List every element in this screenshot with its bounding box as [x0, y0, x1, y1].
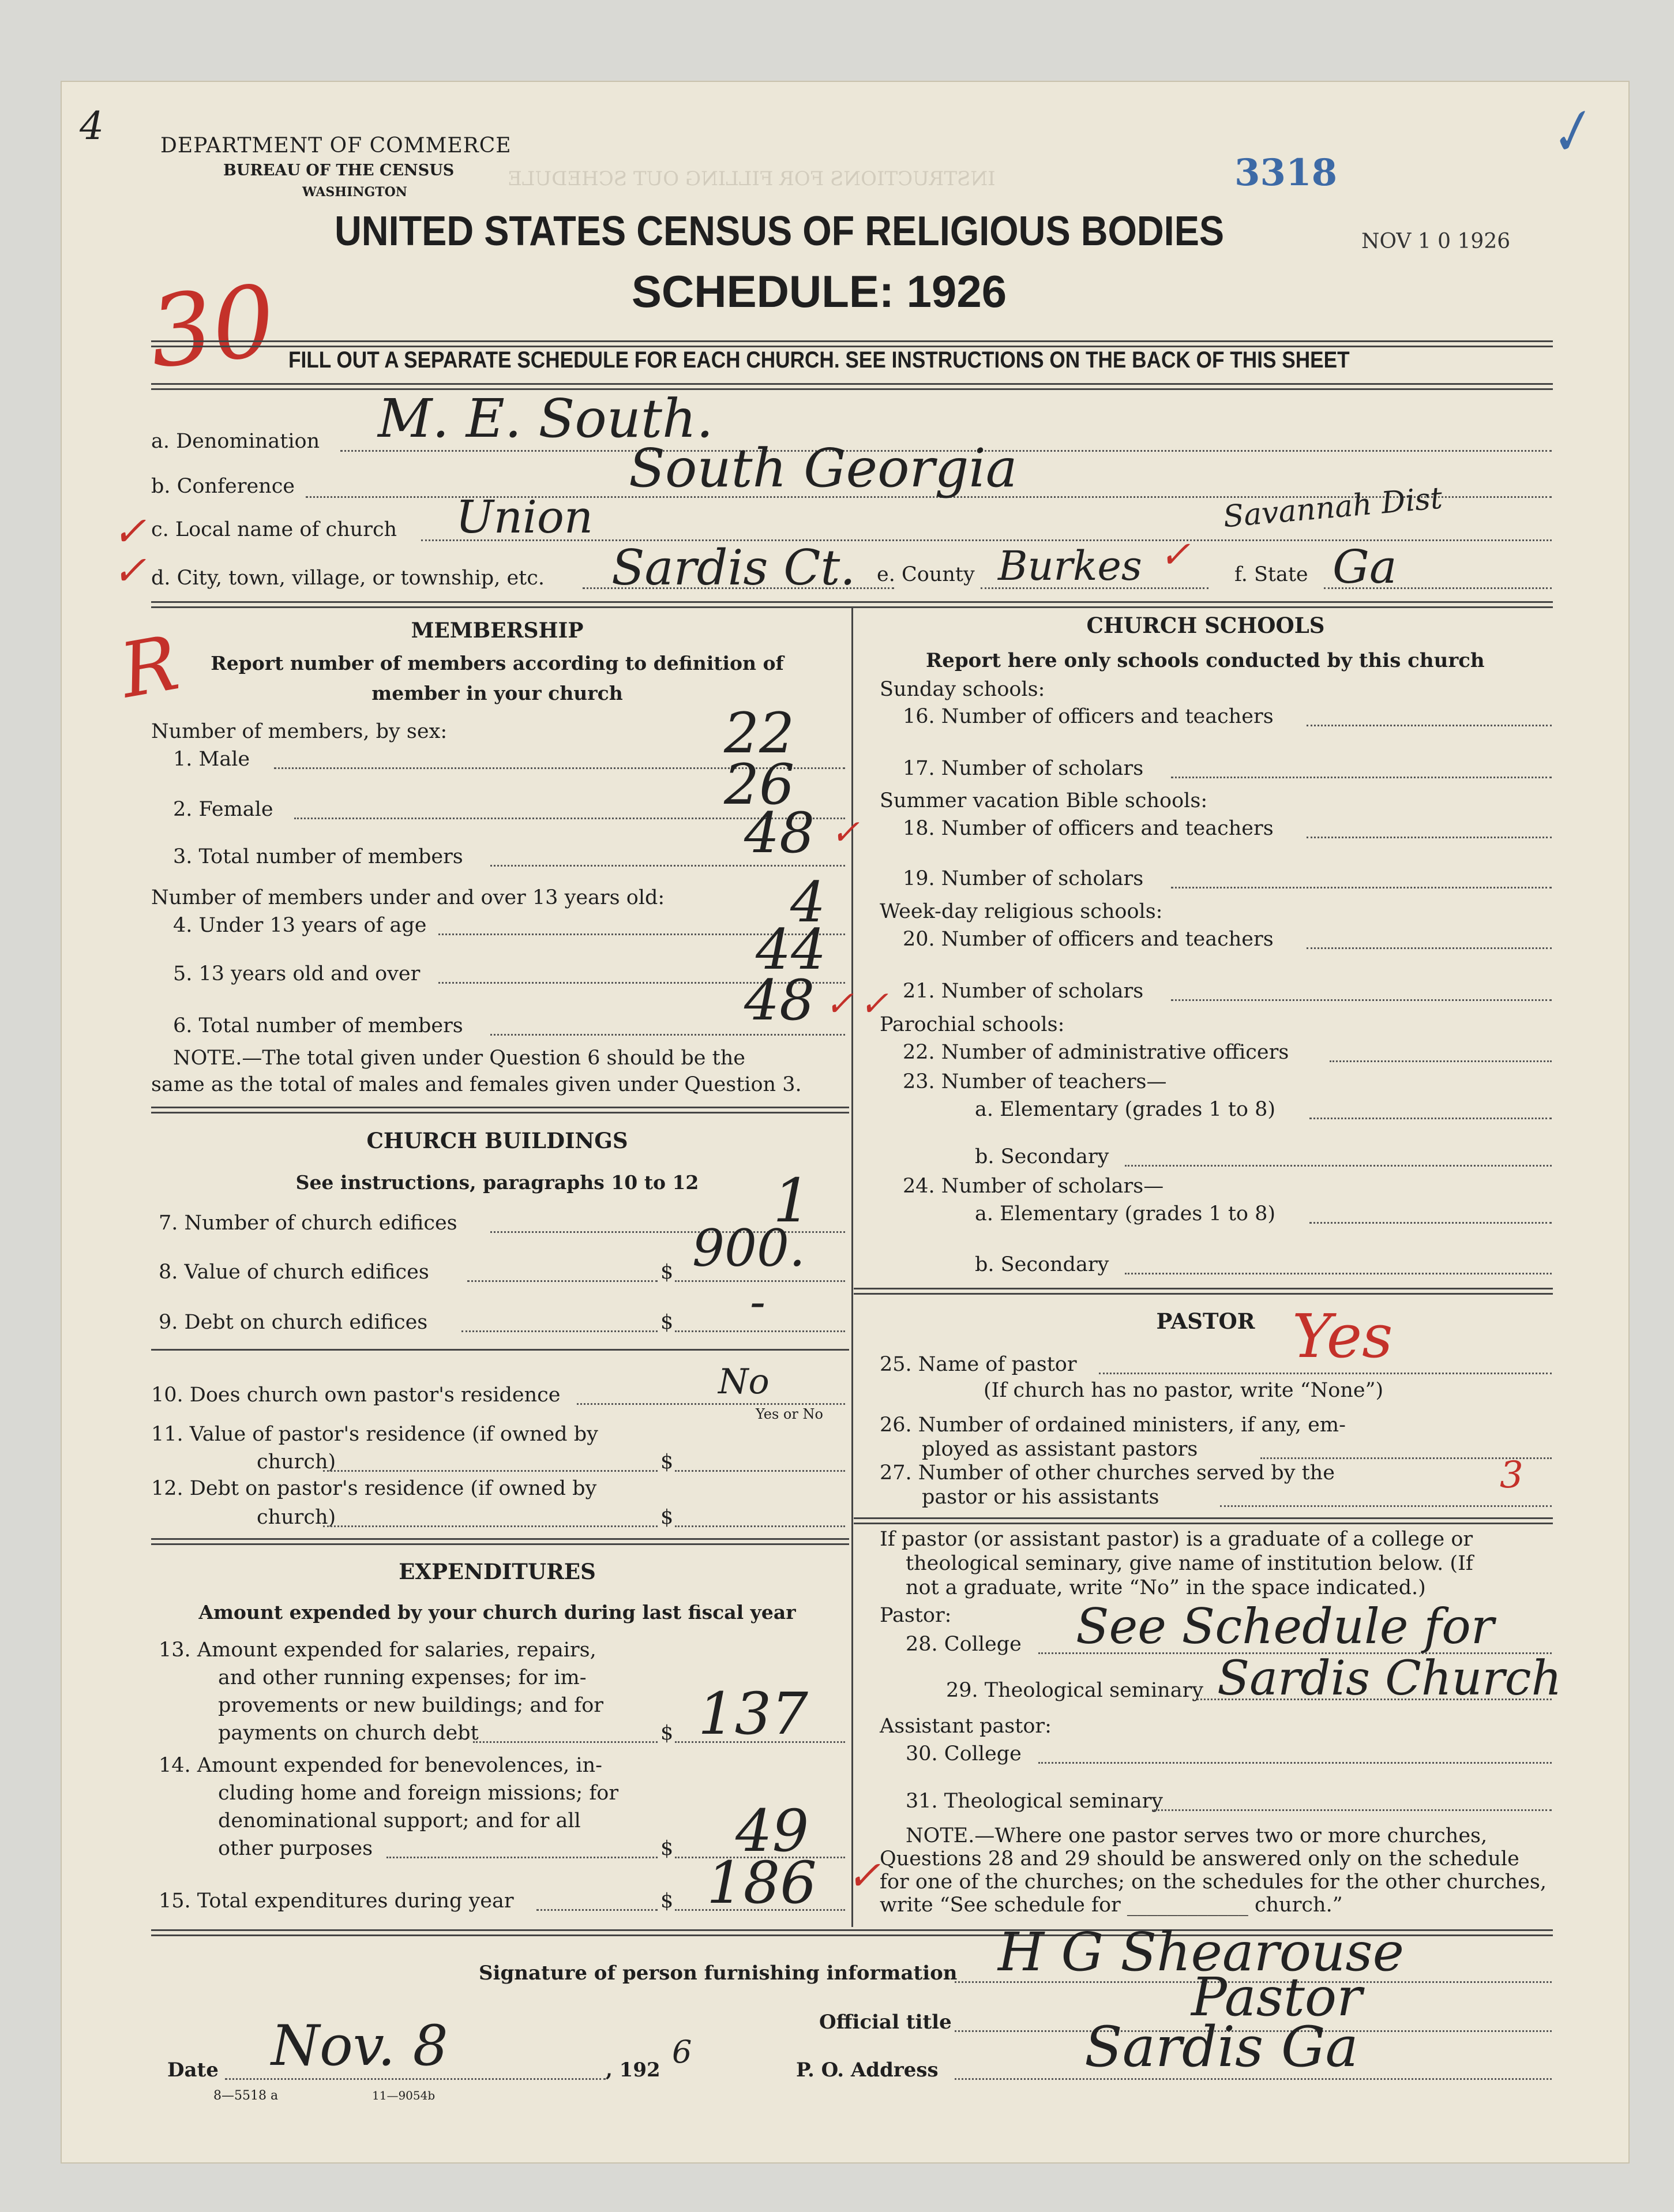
q23a-line — [1309, 1118, 1552, 1119]
q9-line-a — [461, 1330, 658, 1332]
q14-label-b: cluding home and foreign missions; for — [218, 1782, 619, 1805]
official-title-label: Official title — [819, 2011, 952, 2034]
stamp-number: 3318 — [1234, 151, 1338, 194]
q15-label: 15. Total expenditures during year — [159, 1889, 514, 1913]
date-value[interactable]: Nov. 8 — [271, 2014, 448, 2078]
q8-value[interactable]: 900. — [692, 1219, 805, 1278]
q9-line-b — [675, 1330, 845, 1332]
sunday-schools-label: Sunday schools: — [880, 678, 1045, 701]
conference-label: b. Conference — [151, 475, 295, 498]
q12-label-a: 12. Debt on pastor's residence (if owned by — [151, 1477, 597, 1500]
q22-line — [1330, 1060, 1552, 1062]
q30-line — [1038, 1762, 1552, 1764]
local-name-check: ✓ — [112, 508, 147, 555]
buildings-heading: CHURCH BUILDINGS — [366, 1128, 628, 1153]
membership-rule — [151, 1107, 849, 1114]
q11-label-a: 11. Value of pastor's residence (if owned by — [151, 1423, 598, 1446]
header-rule-2 — [151, 383, 1553, 390]
q3-total-value[interactable]: 48 — [744, 801, 815, 865]
conference-value[interactable]: South Georgia — [629, 437, 1018, 499]
denomination-value[interactable]: M. E. South. — [378, 388, 714, 449]
pastor-note-3: for one of the churches; on the schedules for the other churches, — [880, 1870, 1547, 1894]
schools-sub: Report here only schools conducted by this church — [926, 649, 1485, 672]
q27-label-a: 27. Number of other churches served by the — [880, 1461, 1335, 1484]
q13-label-c: provements or new buildings; and for — [218, 1694, 604, 1717]
q8-label: 8. Value of church edifices — [159, 1261, 429, 1284]
signature-label: Signature of person furnishing information — [479, 1962, 958, 1985]
q24a-line — [1309, 1222, 1552, 1224]
year-prefix: , 192 — [606, 2059, 660, 2082]
assistant-pastor-label: Assistant pastor: — [880, 1715, 1052, 1738]
membership-sub-1: Report number of members according to definition of — [211, 652, 784, 674]
membership-heading: MEMBERSHIP — [411, 618, 584, 643]
q20-label: 20. Number of officers and teachers — [903, 928, 1274, 951]
graduate-instruction-2: theological seminary, give name of institution below. (If — [906, 1552, 1473, 1575]
q8-line-a — [467, 1280, 658, 1282]
separate-schedule-instruction: FILL OUT A SEPARATE SCHEDULE FOR EACH CHURCH. SEE INSTRUCTIONS ON THE BACK OF THIS SHEET — [288, 347, 1350, 373]
q12-line-b — [675, 1525, 845, 1527]
membership-note-1: NOTE.—The total given under Question 6 should be the — [173, 1047, 745, 1070]
city-label: d. City, town, village, or township, etc. — [151, 567, 545, 590]
q18-label: 18. Number of officers and teachers — [903, 817, 1274, 840]
q19-line — [1171, 887, 1552, 888]
city-check: ✓ — [112, 547, 147, 594]
q13-label-d: payments on church debt — [218, 1722, 479, 1745]
q31-label: 31. Theological seminary — [906, 1790, 1163, 1813]
q3-total-label: 3. Total number of members — [173, 845, 463, 868]
q15-check: ✓ — [847, 1852, 881, 1899]
q24a-label: a. Elementary (grades 1 to 8) — [975, 1202, 1276, 1225]
membership-note-2: same as the total of males and females given under Question 3. — [151, 1073, 802, 1096]
q21-label: 21. Number of scholars — [903, 980, 1144, 1003]
q23-label: 23. Number of teachers— — [903, 1070, 1167, 1093]
q6-line — [490, 1034, 845, 1036]
q14-value[interactable]: 49 — [735, 1797, 809, 1865]
q8-dollar: $ — [660, 1261, 674, 1284]
summer-schools-label: Summer vacation Bible schools: — [880, 789, 1208, 812]
q1-male-label: 1. Male — [173, 748, 250, 771]
q2-female-value[interactable]: 26 — [724, 752, 795, 817]
q7-value[interactable]: 1 — [773, 1165, 812, 1236]
q5-over13-value[interactable]: 44 — [756, 917, 827, 982]
q10-yes-no-hint: Yes or No — [756, 1406, 823, 1422]
q25-value[interactable]: Yes — [1292, 1301, 1393, 1371]
q13-label-a: 13. Amount expended for salaries, repairs, — [159, 1639, 596, 1662]
q21-line — [1171, 999, 1552, 1001]
q28-label: 28. College — [906, 1633, 1022, 1656]
q14-line-a — [386, 1857, 658, 1858]
q24-label: 24. Number of scholars— — [903, 1175, 1164, 1198]
parochial-schools-label: Parochial schools: — [880, 1013, 1065, 1036]
department-label: DEPARTMENT OF COMMERCE — [160, 134, 512, 158]
q24b-line — [1125, 1273, 1552, 1274]
q17-label: 17. Number of scholars — [903, 757, 1144, 780]
form-title: UNITED STATES CENSUS OF RELIGIOUS BODIES — [335, 208, 1225, 254]
q1-male-value[interactable]: 22 — [724, 701, 795, 766]
pastor-heading: PASTOR — [1156, 1309, 1255, 1334]
q13-value[interactable]: 137 — [698, 1680, 808, 1748]
q28-value[interactable]: See Schedule for — [1076, 1598, 1495, 1655]
red-r-annotation: R — [114, 618, 185, 715]
pastor-note-4: write “See schedule for ____________ church.” — [880, 1894, 1343, 1917]
q23b-label: b. Secondary — [975, 1145, 1109, 1168]
q27-line — [1220, 1505, 1552, 1507]
q30-label: 30. College — [906, 1742, 1022, 1765]
q6-total-label: 6. Total number of members — [173, 1014, 463, 1037]
schedule-title: SCHEDULE: 1926 — [631, 266, 1007, 317]
q4-under13-value[interactable]: 4 — [790, 870, 826, 935]
q9-value[interactable]: - — [750, 1275, 766, 1329]
q10-line — [577, 1403, 845, 1405]
q10-value[interactable]: No — [718, 1362, 770, 1402]
members-by-age-label: Number of members under and over 13 years old: — [151, 886, 665, 909]
city-label: WASHINGTON — [302, 185, 407, 200]
city-value[interactable]: Sardis Ct. — [611, 539, 855, 596]
corner-check-mark: ✓ — [1536, 95, 1602, 172]
local-name-value[interactable]: Union — [456, 492, 594, 543]
q14-label-a: 14. Amount expended for benevolences, in- — [159, 1754, 602, 1777]
q14-label-c: denominational support; and for all — [218, 1809, 581, 1832]
q10-label: 10. Does church own pastor's residence — [151, 1384, 561, 1407]
q23a-label: a. Elementary (grades 1 to 8) — [975, 1098, 1276, 1121]
q25-note: (If church has no pastor, write “None”) — [984, 1379, 1384, 1402]
date-line — [225, 2078, 606, 2080]
state-value[interactable]: Ga — [1333, 540, 1397, 594]
red-number-annotation: 30 — [144, 264, 281, 391]
district-note: Savannah Dist — [1222, 481, 1444, 535]
header-rule — [151, 340, 1553, 347]
column-divider — [851, 607, 853, 1927]
q25-label: 25. Name of pastor — [880, 1353, 1077, 1376]
q31-line — [1154, 1809, 1552, 1811]
q17-line — [1171, 777, 1552, 778]
form-number-2: 11—9054b — [372, 2089, 436, 2102]
q23b-line — [1125, 1165, 1552, 1167]
date-label: Date — [167, 2059, 219, 2082]
q29-value[interactable]: Sardis Church — [1217, 1651, 1562, 1706]
membership-sub-2: member in your church — [371, 682, 623, 704]
county-label: e. County — [877, 563, 975, 586]
q9-dollar: $ — [660, 1311, 674, 1334]
q18-line — [1307, 837, 1552, 838]
pastor-note-1: NOTE.—Where one pastor serves two or more churches, — [906, 1824, 1488, 1847]
q25-line — [1099, 1373, 1552, 1374]
received-date-stamp: NOV 1 0 1926 — [1361, 230, 1511, 253]
buildings-rule — [151, 1349, 849, 1351]
graduate-instruction-1: If pastor (or assistant pastor) is a graduate of a college or — [880, 1528, 1473, 1551]
q27-label-b: pastor or his assistants — [922, 1486, 1159, 1509]
po-address-value[interactable]: Sardis Ga — [1084, 2015, 1358, 2079]
q11-label-b: church) — [257, 1450, 336, 1474]
q15-value[interactable]: 186 — [707, 1849, 817, 1917]
q15-dollar: $ — [660, 1889, 674, 1913]
q16-label: 16. Number of officers and teachers — [903, 705, 1274, 728]
q12-dollar: $ — [660, 1506, 674, 1529]
pastor-sub-label: Pastor: — [880, 1604, 952, 1627]
q12-label-b: church) — [257, 1506, 336, 1529]
year-digit[interactable]: 6 — [672, 2034, 692, 2070]
form-number-1: 8—5518 a — [213, 2089, 279, 2103]
q14-dollar: $ — [660, 1837, 674, 1860]
reverse-heading-bleed: INSTRUCTIONS FOR FILLING OUT SCHEDULE — [508, 167, 996, 190]
county-value[interactable]: Burkes — [998, 542, 1142, 590]
q26-label-b: ployed as assistant pastors — [922, 1438, 1198, 1461]
q12-line-a — [323, 1525, 658, 1527]
expenditures-heading: EXPENDITURES — [399, 1559, 596, 1584]
q4-under13-label: 4. Under 13 years of age — [173, 914, 427, 937]
q6-check-2: ✓ — [859, 984, 889, 1024]
q13-dollar: $ — [660, 1722, 674, 1745]
q29-label: 29. Theological seminary — [946, 1679, 1204, 1702]
weekday-schools-label: Week-day religious schools: — [880, 900, 1163, 923]
county-check: ✓ — [1159, 534, 1191, 576]
expenditures-sub: Amount expended by your church during last fiscal year — [198, 1601, 796, 1624]
q6-total-value[interactable]: 48 — [744, 968, 815, 1033]
q26-label-a: 26. Number of ordained ministers, if any, em- — [880, 1414, 1346, 1437]
schools-heading: CHURCH SCHOOLS — [1086, 613, 1325, 638]
q9-label: 9. Debt on church edifices — [159, 1311, 428, 1334]
official-title-value[interactable]: Pastor — [1191, 1966, 1363, 2028]
q27-value[interactable]: 3 — [1500, 1454, 1523, 1497]
local-name-label: c. Local name of church — [151, 518, 397, 541]
q16-line — [1307, 725, 1552, 726]
q2-female-label: 2. Female — [173, 798, 273, 821]
pastor-rule — [854, 1517, 1553, 1524]
q13-label-b: and other running expenses; for im- — [218, 1666, 587, 1689]
po-address-label: P. O. Address — [796, 2059, 939, 2082]
q11-line-a — [323, 1470, 658, 1472]
schools-rule — [854, 1288, 1553, 1295]
q6-check: ✓ — [825, 984, 854, 1024]
q5-over13-label: 5. 13 years old and over — [173, 962, 421, 985]
q7-label: 7. Number of church edifices — [159, 1212, 457, 1235]
q14-label-d: other purposes — [218, 1837, 373, 1860]
q20-line — [1307, 947, 1552, 949]
q13-line-a — [473, 1741, 658, 1743]
q24b-label: b. Secondary — [975, 1253, 1109, 1276]
buildings-sub: See instructions, paragraphs 10 to 12 — [295, 1171, 699, 1194]
corner-number-mark: 4 — [80, 104, 104, 148]
q19-label: 19. Number of scholars — [903, 867, 1144, 890]
graduate-instruction-3: not a graduate, write “No” in the space indicated.) — [906, 1576, 1426, 1599]
state-label: f. State — [1234, 563, 1308, 586]
q15-line-a — [536, 1909, 658, 1911]
q22-label: 22. Number of administrative officers — [903, 1041, 1289, 1064]
buildings-rule-2 — [151, 1538, 849, 1545]
q3-check: ✓ — [831, 812, 860, 853]
q11-dollar: $ — [660, 1450, 674, 1474]
pastor-note-2: Questions 28 and 29 should be answered only on the schedule — [880, 1847, 1519, 1870]
bureau-label: BUREAU OF THE CENSUS — [223, 162, 455, 179]
signature-value[interactable]: H G Shearouse — [998, 1921, 1405, 1983]
q11-line-b — [675, 1470, 845, 1472]
members-by-sex-label: Number of members, by sex: — [151, 720, 448, 743]
denomination-label: a. Denomination — [151, 430, 320, 453]
